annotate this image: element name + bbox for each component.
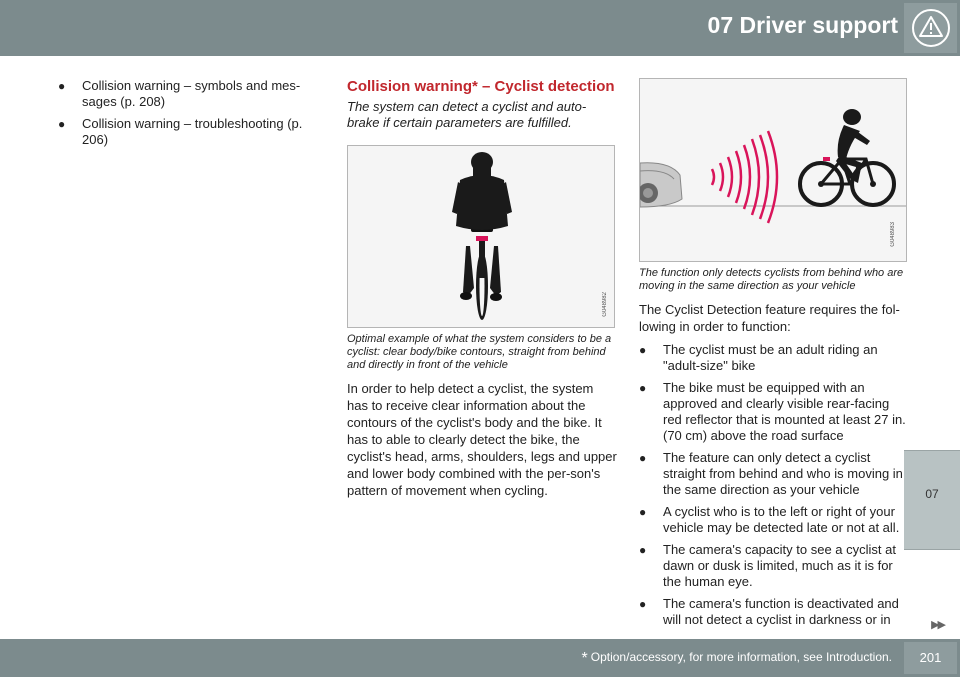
requirements-list: [639, 342, 911, 628]
page-header: [0, 0, 960, 56]
related-link-text: Collision warning – symbols and mes-sages (p. 208): [82, 78, 301, 109]
requirement-text: The camera's capacity to see a cyclist at dawn or dusk is limited, much as it is for the human eye.: [663, 542, 896, 589]
bullet-icon: ●: [639, 543, 647, 557]
related-links-list: [58, 78, 306, 148]
cyclist-rear-view-figure: [347, 145, 615, 328]
requirement-item: [639, 450, 911, 498]
cyclist-side-view-figure: [639, 78, 907, 262]
chapter-icon-box: [904, 3, 957, 53]
warning-triangle-icon: [911, 8, 951, 48]
requirement-item: [639, 596, 911, 628]
column-requirements: [639, 78, 911, 634]
page-number: 201: [904, 642, 957, 674]
requirements-intro: The Cyclist Detection feature requires the fol-lowing in order to function:: [639, 302, 900, 334]
column-cyclist-detection: [347, 78, 617, 499]
figure-code: G048983: [890, 222, 896, 247]
requirement-item: [639, 542, 911, 590]
requirement-item: [639, 504, 911, 536]
figure-code: G048982: [602, 292, 608, 317]
requirement-text: The bike must be equipped with an approved and clearly visible rear-facing red reflector that is mounted at least 27 in. (70 cm) above the road surface: [663, 380, 906, 443]
footnote: [582, 650, 892, 668]
bullet-icon: ●: [639, 451, 647, 465]
bullet-icon: ●: [639, 381, 647, 395]
footnote-text: Option/accessory, for more information, see Introduction.: [590, 650, 892, 664]
bullet-icon: ●: [639, 505, 647, 519]
bullet-icon: ●: [639, 597, 647, 611]
requirement-text: The camera's function is deactivated and will not detect a cyclist in darkness or in: [663, 596, 899, 627]
page-footer: [0, 639, 960, 677]
section-intro: The system can detect a cyclist and auto-brake if certain parameters are fulfilled.: [347, 99, 587, 130]
column-related-links: [58, 78, 306, 154]
figure-caption: Optimal example of what the system considers to be a cyclist: clear body/bike contours, straight from behind and directly in front of the vehicle: [347, 333, 612, 371]
chapter-side-tab[interactable]: [904, 450, 960, 550]
requirement-text: A cyclist who is to the left or right of your vehicle may be detected late or not at all.: [663, 504, 900, 535]
double-chevron-right-icon[interactable]: ▶▶: [931, 619, 944, 631]
requirement-item: [639, 342, 911, 374]
related-link-item[interactable]: [58, 116, 306, 148]
cyclist-rear-view-illustration: [348, 146, 615, 328]
requirement-text: The feature can only detect a cyclist straight from behind and who is moving in the same direction as your vehicle: [663, 450, 903, 497]
requirement-text: The cyclist must be an adult riding an "adult-size" bike: [663, 342, 878, 373]
bullet-icon: ●: [58, 117, 66, 131]
requirement-item: [639, 380, 911, 444]
footnote-asterisk: *: [581, 650, 588, 667]
related-link-text: Collision warning – troubleshooting (p. 206): [82, 116, 303, 147]
bullet-icon: ●: [639, 343, 647, 357]
section-title: Collision warning* – Cyclist detection: [347, 78, 615, 95]
car-radar-cyclist-illustration: [640, 79, 907, 262]
body-paragraph: In order to help detect a cyclist, the system has to receive clear information about the contours of the cyclist's body and the bike. It has to able to clearly detect the bike, the cyclist's head, arms, shoulders, legs and upper and lower body combined with the per-son's pattern of movement when cycling.: [347, 381, 617, 498]
chapter-title: 07 Driver support: [707, 12, 898, 38]
side-tab-label: 07: [925, 487, 939, 501]
figure-caption: The function only detects cyclists from behind who are moving in the same direction as your vehicle: [639, 267, 904, 292]
bullet-icon: ●: [58, 79, 66, 93]
related-link-item[interactable]: [58, 78, 306, 110]
